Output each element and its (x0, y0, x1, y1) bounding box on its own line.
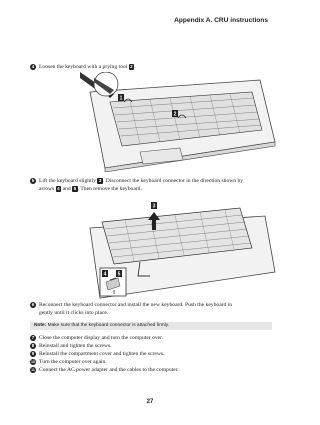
callout-badge: 2 (130, 64, 133, 69)
callout-4: 4 (103, 271, 107, 278)
callout-1: 1 (119, 95, 123, 102)
step-text: Lift the keyboard slightly 3 . Disconnect the keyboard connector in the direction shown by arrows 4 and 5 . Then remove the keyboard. (39, 178, 244, 193)
step-text: Reinstall and tighten the screws. (39, 343, 112, 349)
figure-keyboard-removal (70, 198, 280, 302)
step-number: 8 (31, 343, 35, 348)
figure-keyboard-prying (80, 72, 280, 172)
step-number: 4 (31, 64, 35, 69)
callout-3: 3 (152, 203, 156, 210)
step-text: Connect the AC power adapter and the cables to the computer. (39, 367, 179, 373)
step-text: Close the computer display and turn the computer over. (39, 335, 164, 341)
callout-badge: 3 (98, 178, 102, 183)
step-text: Loosen the keyboard with a prying tool 2 . (39, 64, 136, 70)
step-number: 10 (31, 360, 35, 364)
callout-badge: 4 (57, 186, 60, 192)
step-number: 9 (31, 351, 35, 356)
page-number: 27 (146, 399, 154, 405)
callout-2: 2 (173, 111, 177, 118)
callout-badge: 5 (73, 186, 77, 192)
page-header: Appendix A. CRU instructions (174, 17, 268, 24)
step-number: 5 (31, 178, 35, 183)
step-number: 11 (31, 368, 35, 372)
step-number: 6 (31, 302, 35, 307)
callout-5: 5 (117, 271, 121, 278)
note-bar: Note: Make sure that the keyboard connector is attached firmly. (30, 322, 272, 330)
step-number: 7 (31, 335, 35, 340)
step-text: Turn the computer over again. (39, 359, 107, 365)
step-text: Reconnect the keyboard connector and install the new keyboard. Push the keyboard in gently until it clicks into place. (39, 302, 233, 317)
step-text: Reinstall the compartment cover and tighten the screws. (39, 351, 165, 357)
